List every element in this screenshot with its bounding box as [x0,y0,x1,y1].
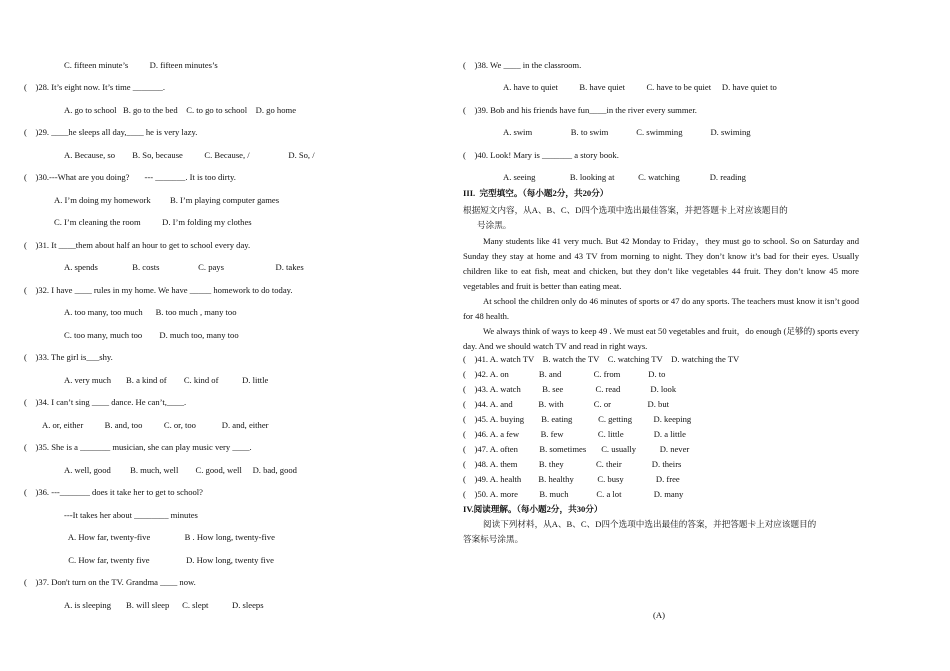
option-line: A. or, either B. and, too C. or, too D. and, either [42,420,269,430]
passage-label: (A) [653,610,665,620]
option-line: A. spends B. costs C. pays D. takes [64,262,304,272]
question-line: ( )34. I can’t sing ____ dance. He can’t,____. [24,397,187,407]
cloze-option-line: ( )43. A. watch B. see C. read D. look [463,384,677,394]
section-3-instruction: 根据短文内容，从A、B、C、D四个选项中选出最佳答案，并把答题卡上对应该题目的 [463,205,788,215]
cloze-paragraph-1: Many students like 41 very much. But 42 Monday to Friday，they must go to school. So on Saturday and Sunday they stay at home and 43 TV from morning to night. They don’t know it’s bad for their eyes. Usually children like to eat fish, meat and chicken, but they don’t like vegetables 44 fruit. They don’t know 45 more vegetables and fruit is better than eating meat. [463,236,859,291]
cloze-option-line: ( )42. A. on B. and C. from D. to [463,369,666,379]
cloze-paragraph-3: We always think of ways to keep 49 . We must eat 50 vegetables and fruit，do enough (足够的) sports every day. And we should watch TV and read in right ways. [463,326,859,351]
option-line: A. is sleeping B. will sleep C. slept D. sleeps [64,600,264,610]
section-4-instruction-cont: 答案标号涂黑。 [463,534,524,544]
cloze-option-line: ( )45. A. buying B. eating C. getting D. keeping [463,414,692,424]
cloze-option-line: ( )44. A. and B. with C. or D. but [463,399,670,409]
question-line: ( )36. ---_______ does it take her to get to school? [24,487,203,497]
option-line: A. too many, too much B. too much , many too [64,307,237,317]
cloze-option-line: ( )46. A. a few B. few C. little D. a little [463,429,686,439]
section-4-header: IV.阅读理解。（每小题2分，共30分） [463,504,603,514]
section-4-instruction: 阅读下列材料，从A、B、C、D四个选项中选出最佳的答案，并把答题卡上对应该题目的 [483,519,817,529]
question-line: ( )30.---What are you doing? --- _______. It is too dirty. [24,172,236,182]
option-line: C. fifteen minute’s D. fifteen minutes’s [64,60,218,70]
cloze-option-line: ( )41. A. watch TV B. watch the TV C. watching TV D. watching the TV [463,354,740,364]
option-line: A. swim B. to swim C. swimming D. swiming [503,127,751,137]
question-line: ( )35. She is a _______ musician, she can play music very ____. [24,442,252,452]
question-line: ( )32. I have ____ rules in my home. We have _____ homework to do today. [24,285,293,295]
question-line: ( )38. We ____ in the classroom. [463,60,582,70]
option-line: C. too many, much too D. much too, many too [64,330,239,340]
option-line: A. go to school B. go to the bed C. to go to school D. go home [64,105,297,115]
section-3-instruction-cont: 号涂黑。 [477,220,512,230]
question-line: ( )39. Bob and his friends have fun____in the river every summer. [463,105,697,115]
question-line: ( )29. ____he sleeps all day,____ he is very lazy. [24,127,198,137]
question-line: ( )37. Don't turn on the TV. Grandma ____ now. [24,577,196,587]
cloze-paragraph-2: At school the children only do 46 minutes of sports or 47 do any sports. The teachers must know it isn’t good for 48 health. [463,296,859,321]
option-line: A. well, good B. much, well C. good, well D. bad, good [64,465,297,475]
option-line: C. How far, twenty five D. How long, twenty five [64,555,274,565]
cloze-option-line: ( )48. A. them B. they C. their D. theirs [463,459,682,469]
option-line: A. I’m doing my homework B. I’m playing computer games [54,195,280,205]
question-line: ( )33. The girl is___shy. [24,352,113,362]
cloze-option-line: ( )50. A. more B. much C. a lot D. many [463,489,684,499]
section-3-header: III. 完型填空。（每小题2分，共20分） [463,188,609,198]
option-line: ---It takes her about ________ minutes [64,510,198,520]
option-line: A. have to quiet B. have quiet C. have to be quiet D. have quiet to [503,82,777,92]
cloze-option-line: ( )49. A. health B. healthy C. busy D. free [463,474,680,484]
option-line: A. Because, so B. So, because C. Because, / D. So, / [64,150,315,160]
option-line: A. How far, twenty-five B . How long, twenty-five [64,532,275,542]
option-line: A. very much B. a kind of C. kind of D. little [64,375,269,385]
question-line: ( )28. It’s eight now. It’s time _______. [24,82,165,92]
question-line: ( )31. It ____them about half an hour to get to school every day. [24,240,251,250]
option-line: A. seeing B. looking at C. watching D. reading [503,172,746,182]
option-line: C. I’m cleaning the room D. I’m folding my clothes [54,217,252,227]
question-line: ( )40. Look! Mary is _______ a story book. [463,150,619,160]
cloze-option-line: ( )47. A. often B. sometimes C. usually D. never [463,444,690,454]
